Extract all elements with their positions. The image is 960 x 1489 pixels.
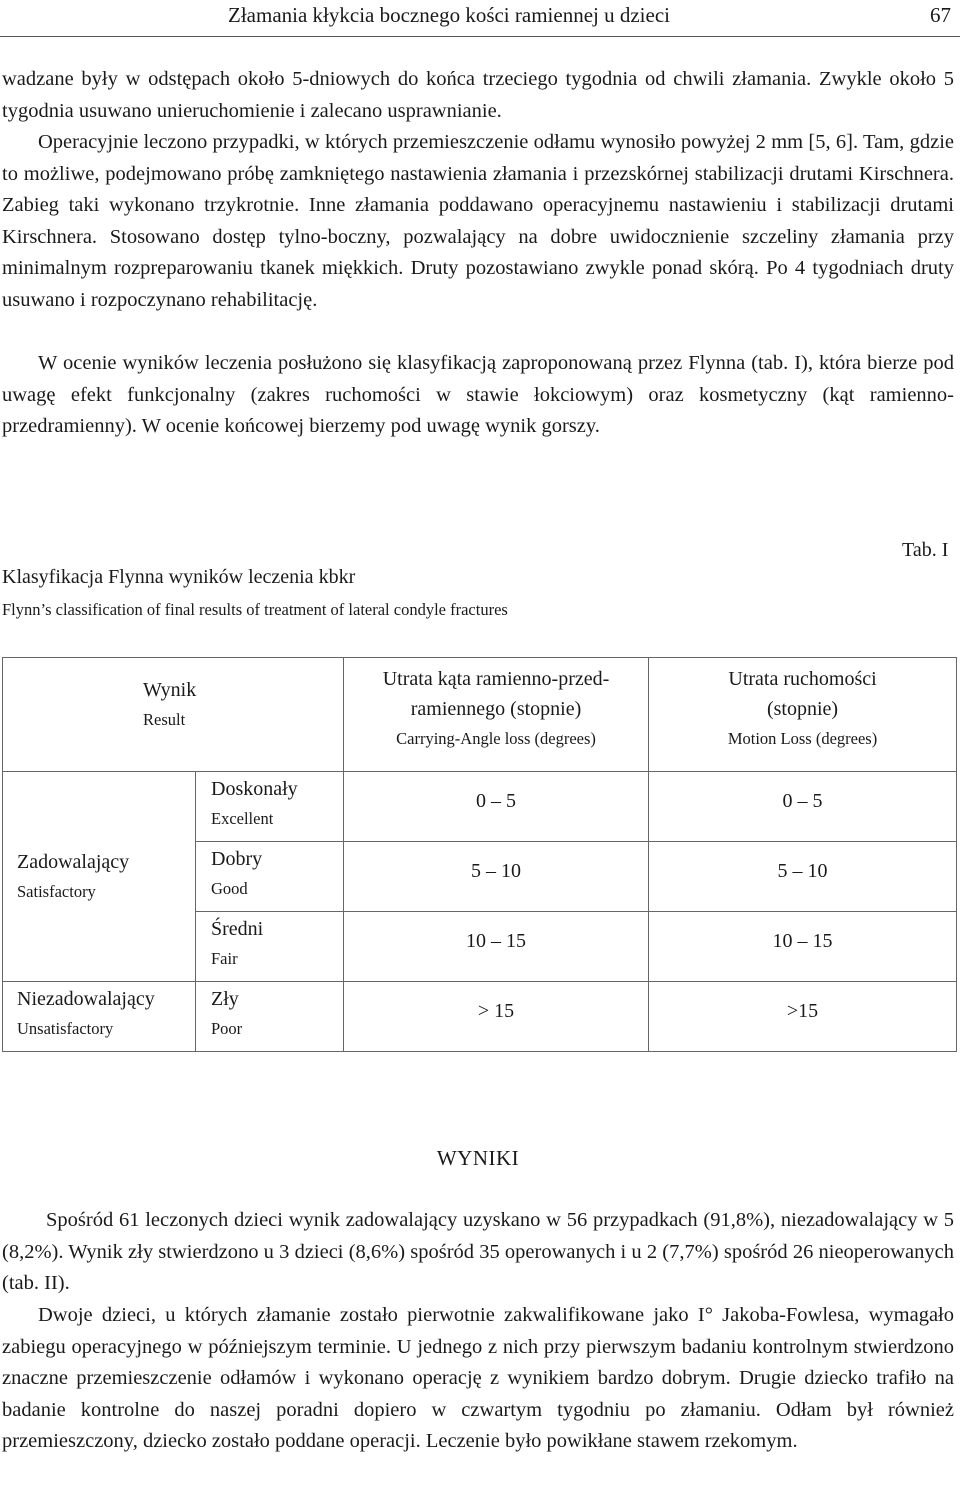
grade-fair-en: Fair [211, 949, 238, 968]
paragraph-results-summary: Spośród 61 leczonych dzieci wynik zadowalający uzyskano w 56 przypadkach (91,8%), niezadowalający w 5 (8,2%). Wynik zły stwierdzono u 3 dzieci (8,6%) spośród 35 operowanych i u 2 (7,7%) spośród 26 nieoperowanych (tab. II). [2, 1209, 954, 1294]
grade-good-en: Good [211, 879, 248, 898]
grade-good-pl: Dobry [211, 848, 263, 870]
header-result-pl: Wynik [143, 679, 197, 701]
grade-good-cell [196, 842, 344, 912]
grade-excellent-en: Excellent [211, 809, 274, 828]
motion-poor-cell [649, 982, 957, 1052]
grade-poor-cell [196, 982, 344, 1052]
header-angle-pl: Utrata kąta ramienno-przed-ramiennego (stopnie) [382, 668, 610, 720]
table-header-row [3, 658, 957, 772]
running-header-title: Złamania kłykcia bocznego kości ramiennej u dzieci [228, 3, 670, 27]
paragraph-operative-treatment: Operacyjnie leczono przypadki, w których przemieszczenie odłamu wynosiło powyżej 2 mm [5, 6]. Tam, gdzie to możliwe, podejmowano próbę zamkniętego nastawienia złamania i przezskórnej stabilizacji drutami Kirschnera. Zabieg taki wykonano trzykrotnie. Inne złamania poddawano operacyjnemu nastawieniu i stabilizacji drutami Kirschnera. Stosowano dostęp tylno-boczny, pozwalający na dobre uwidocznienie szczeliny złamania przy minimalnym rozpreparowaniu tkanek miękkich. Druty pozostawiano zwykle ponad skórą. Po 4 tygodniach druty usuwano i rozpoczynano rehabilitację. [2, 131, 954, 311]
motion-fair-value: 10 – 15 [772, 930, 833, 952]
paragraph-evaluation-method: W ocenie wyników leczenia posłużono się klasyfikacją zaproponowaną przez Flynna (tab. I), która bierze pod uwagę efekt funkcjonalny (zakres ruchomości w stawie łokciowym) oraz kosmetyczny (kąt ramienno-przedramienny). W ocenie końcowej bierzemy pod uwagę wynik gorszy. [2, 352, 954, 437]
header-result-cell [3, 658, 344, 772]
grade-excellent-cell [196, 772, 344, 842]
motion-good-value: 5 – 10 [777, 860, 828, 882]
motion-fair-cell [649, 912, 957, 982]
grade-excellent-pl: Doskonały [211, 778, 298, 800]
motion-excellent-cell [649, 772, 957, 842]
header-motion-en: Motion Loss (degrees) [727, 729, 878, 748]
paragraph-immobilization: wadzane były w odstępach około 5-dniowych do końca trzeciego tygodnia od chwili złamania. Zwykle około 5 tygodnia usuwano unieruchomienie i zalecano usprawnianie. [2, 68, 954, 122]
group-unsatisfactory-pl: Niezadowalający [17, 988, 155, 1010]
motion-good-cell [649, 842, 957, 912]
table-row [3, 982, 957, 1052]
paragraph-results-details: Dwoje dzieci, u których złamanie zostało pierwotnie zakwalifikowane jako I° Jakoba-Fowlesa, wymagało zabiegu operacyjnego w późniejszym terminie. U jednego z nich przy pierwszym badaniu kontrolnym stwierdzono znaczne przemieszczenie odłamów i wykonano operację z wynikiem bardzo dobrym. Drugie dziecko trafiło na badanie kontrolne do naszej poradni dopiero w czwartym tygodniu po złamaniu. Odłam był również przemieszczony, dziecko zostało poddane operacji. Leczenie było powikłane stawem rzekomym. [2, 1304, 954, 1452]
grade-poor-pl: Zły [211, 988, 239, 1010]
angle-excellent-value: 0 – 5 [476, 790, 517, 812]
grade-poor-en: Poor [211, 1019, 243, 1038]
header-angle-en: Carrying-Angle loss (degrees) [396, 729, 596, 748]
header-motion-cell [649, 658, 957, 772]
grade-fair-pl: Średni [211, 918, 264, 940]
motion-poor-value: >15 [786, 1000, 819, 1022]
table-caption-polish: Klasyfikacja Flynna wyników leczenia kbkr [2, 566, 356, 588]
angle-fair-value: 10 – 15 [466, 930, 527, 952]
angle-fair-cell [344, 912, 649, 982]
group-unsatisfactory-cell [3, 982, 196, 1052]
motion-excellent-value: 0 – 5 [782, 790, 823, 812]
group-satisfactory-pl: Zadowalający [17, 850, 130, 873]
angle-poor-value: > 15 [477, 1000, 515, 1022]
angle-good-value: 5 – 10 [471, 860, 522, 882]
flynn-classification-table [2, 657, 957, 1052]
group-satisfactory-en: Satisfactory [17, 881, 96, 901]
table-caption-english: Flynn’s classification of final results of treatment of lateral condyle fractures [2, 600, 508, 619]
angle-poor-cell [344, 982, 649, 1052]
running-header [0, 0, 960, 37]
angle-good-cell [344, 842, 649, 912]
page-number: 67 [930, 3, 951, 27]
table-row [3, 772, 957, 842]
grade-fair-cell [196, 912, 344, 982]
group-satisfactory-cell [3, 772, 196, 982]
header-result-en: Result [143, 710, 186, 729]
table-label: Tab. I [902, 539, 949, 561]
header-motion-pl: Utrata ruchomości (stopnie) [728, 668, 877, 720]
header-angle-cell [344, 658, 649, 772]
section-title-results: WYNIKI [436, 1146, 520, 1170]
group-unsatisfactory-en: Unsatisfactory [17, 1019, 114, 1038]
angle-excellent-cell [344, 772, 649, 842]
